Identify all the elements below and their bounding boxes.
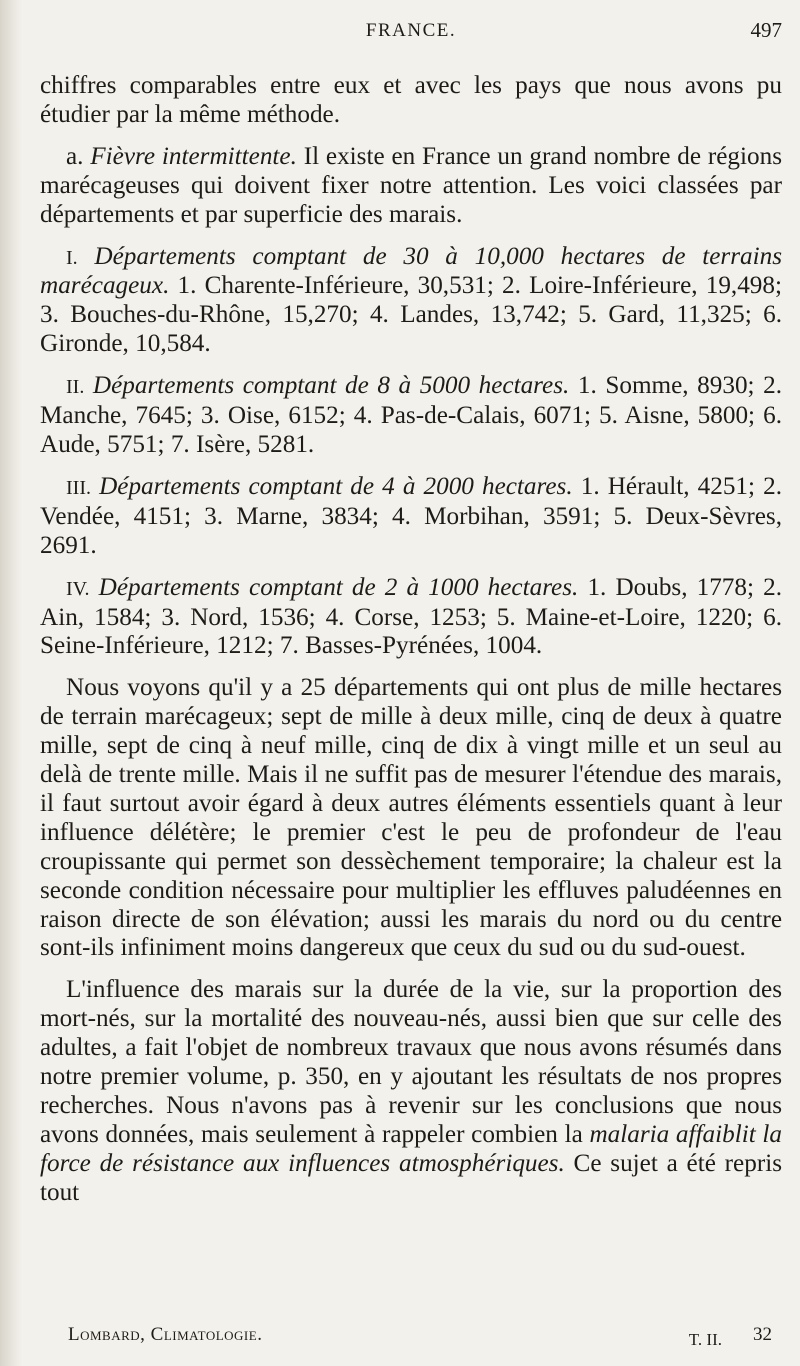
- paragraph-category-3: [40, 473, 782, 561]
- footer-signature: 32: [753, 1324, 772, 1345]
- paragraph-intro-continuation: [40, 72, 782, 130]
- footer-tome: T. II.: [688, 1330, 722, 1349]
- paragraph-emphasis: malaria affaiblit la force de résistance aux influences atmosphériques.: [40, 1120, 782, 1177]
- paragraph-marker: IV.: [66, 577, 90, 600]
- paragraph-text-after: Ce sujet a été repris tout: [40, 1149, 783, 1206]
- paragraph-heading: Départements comptant de 2 à 1000 hectares.: [98, 573, 579, 601]
- paragraph-heading: Départements comptant de 8 à 5000 hectares.: [92, 372, 570, 400]
- paragraph-text: 1. Charente-Inférieure, 30,531; 2. Loire-Inférieure, 19,498; 3. Bouches-du-Rhône, 15,270; 4. Landes, 13,742; 5. Gard, 11,325; 6. Gironde, 10,584.: [40, 272, 782, 358]
- footer-author: Lombard, Climatologie.: [68, 1324, 263, 1345]
- paragraph-marker: I.: [66, 246, 78, 269]
- paragraph-text: Il existe en France un grand nombre de régions marécageuses qui doivent fixer notre attention. Les voici classées par départements et par superficie des marais.: [40, 142, 783, 228]
- paragraph-marker: II.: [66, 376, 85, 399]
- paragraph-text: Nous voyons qu'il y a 25 départements qui ont plus de mille hectares de terrain marécageux; sept de mille à deux mille, cinq de deux à quatre mille, sept de cinq à neuf mille, cinq de dix à vingt mille et un seul au delà de trente mille. Mais il ne suffit pas de mesurer l'étendue des marais, il faut surtout avoir égard à deux autres éléments essentiels quant à leur influence délétère; le premier c'est le peu de profondeur de l'eau croupissante qui permet son dessèchement temporaire; la chaleur est la seconde condition nécessaire pour multiplier les effluves paludéennes en raison directe de son élévation; aussi les marais du nord ou du centre sont-ils infiniment moins dangereux que ceux du sud ou du sud-ouest.: [40, 674, 782, 962]
- page-header: [40, 14, 782, 54]
- page-number: 497: [750, 18, 782, 42]
- paragraph-heading: Départements comptant de 4 à 2000 hectares.: [99, 472, 573, 500]
- paragraph-text: 1. Hérault, 4251; 2. Vendée, 4151; 3. Marne, 3834; 4. Morbihan, 3591; 5. Deux-Sèvres, 2691.: [40, 472, 783, 559]
- paragraph-influence: [40, 976, 782, 1207]
- page-footer: [68, 1324, 782, 1356]
- paragraph-category-4: [40, 574, 782, 662]
- paragraph-summary: [40, 674, 782, 963]
- paragraph-text: 1. Doubs, 1778; 2. Ain, 1584; 3. Nord, 1536; 4. Corse, 1253; 5. Maine-et-Loire, 1220; 6. Seine-Inférieure, 1212; 7. Basses-Pyrénées, 1004.: [40, 573, 782, 660]
- paragraph-text: chiffres comparables entre eux et avec les pays que nous avons pu étudier par la même méthode.: [40, 72, 782, 128]
- book-binding-shadow: [0, 0, 22, 1366]
- page-body: [40, 72, 782, 1208]
- running-title: FRANCE.: [365, 20, 457, 41]
- paragraph-category-2: [40, 372, 782, 460]
- paragraph-marker: a.: [66, 142, 84, 170]
- paragraph-heading: Fièvre intermittente.: [90, 142, 297, 170]
- paragraph-text: 1. Somme, 8930; 2. Manche, 7645; 3. Oise, 6152; 4. Pas-de-Calais, 6071; 5. Aisne, 5800; 6. Aude, 5751; 7. Isère, 5281.: [40, 372, 782, 458]
- paragraph-text-before: L'influence des marais sur la durée de la vie, sur la proportion des mort-nés, sur la mortalité des nouveau-nés, aussi bien que sur celle des adultes, a fait l'objet de nombreux travaux que nous avons résumés dans notre premier volume, p. 350, en y ajoutant les résultats de nos propres recherches. Nous n'avons pas à revenir sur les conclusions que nous avons données, mais seulement à rappeler combien la: [40, 976, 782, 1148]
- paragraph-heading: Départements comptant de 30 à 10,000 hectares de terrains marécageux.: [40, 242, 783, 300]
- paragraph-marker: III.: [66, 476, 91, 499]
- paragraph-fievre-intermittente: [40, 143, 782, 230]
- paragraph-category-1: [40, 243, 782, 360]
